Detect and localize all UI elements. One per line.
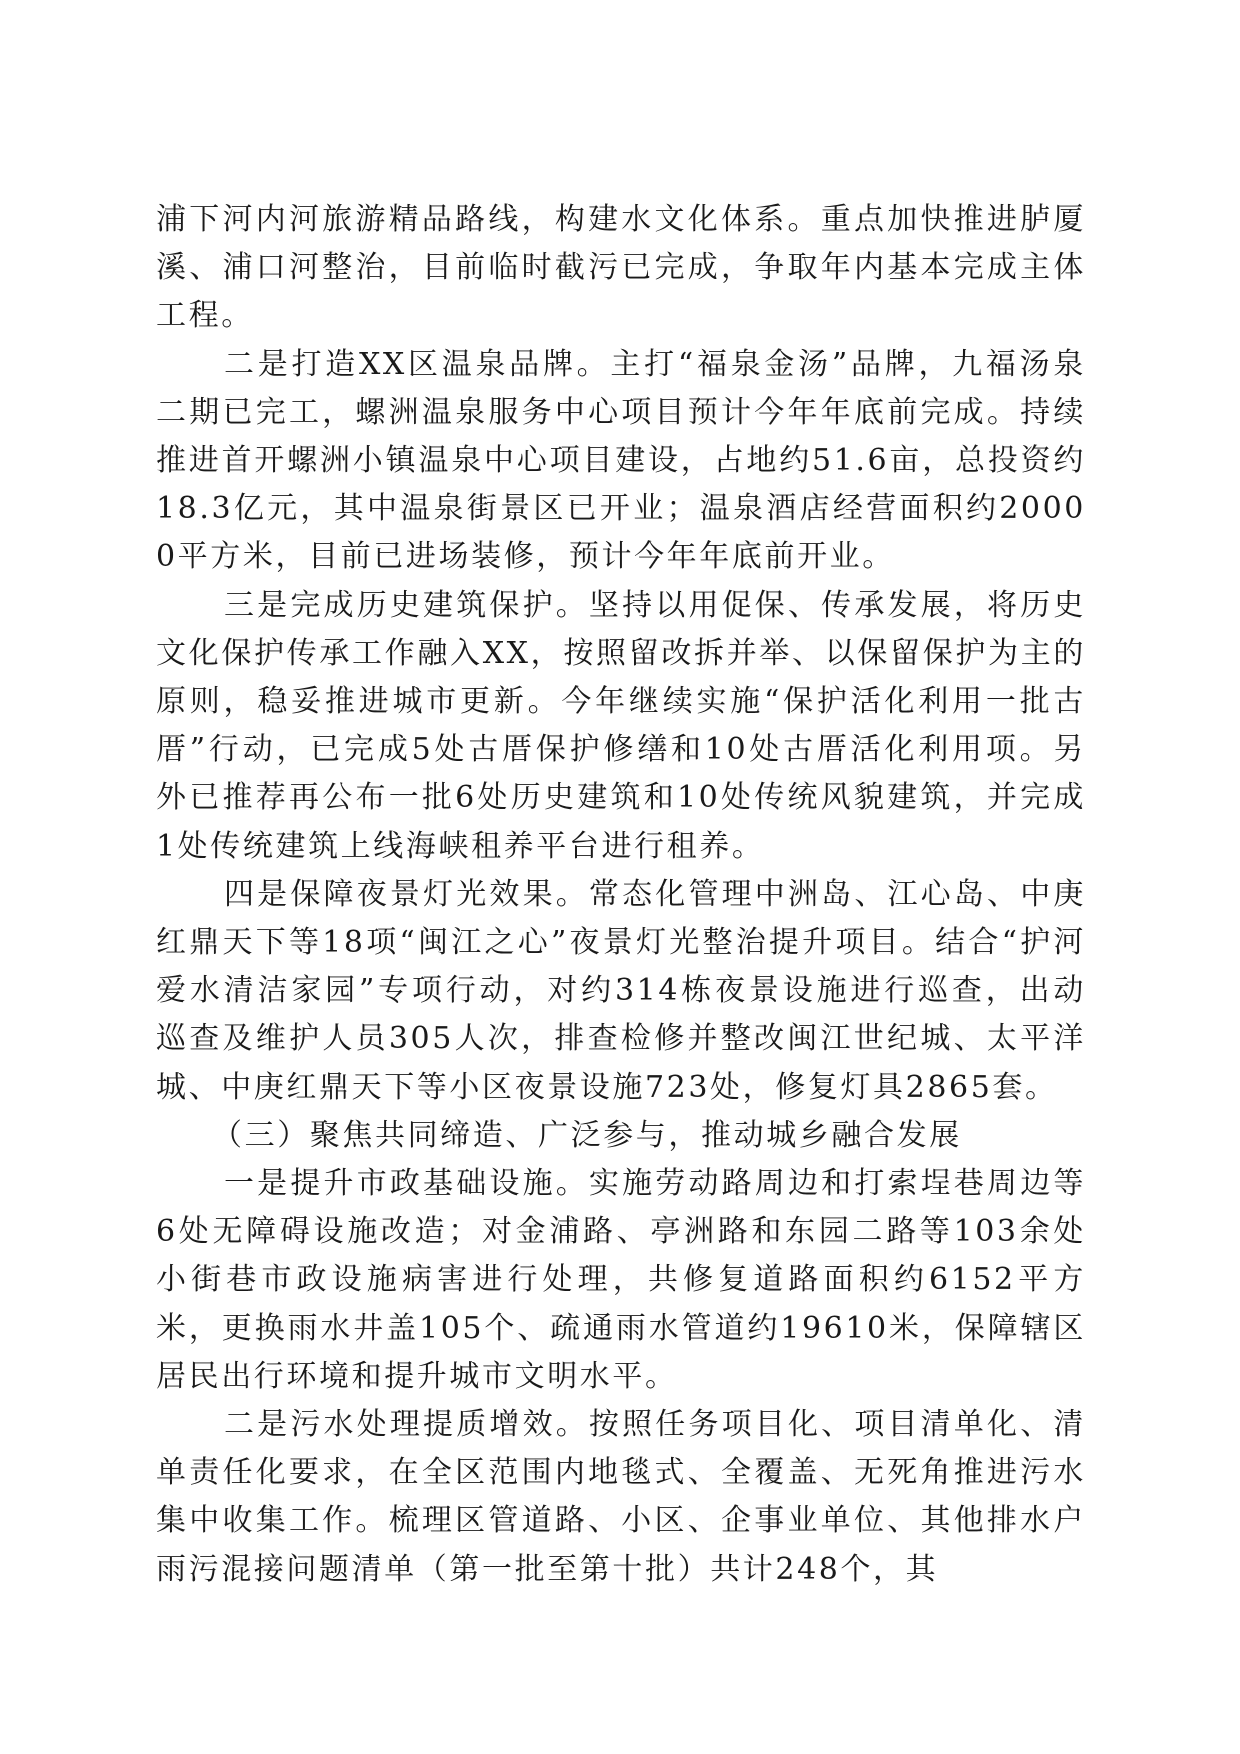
paragraph-night-lighting: 四是保障夜景灯光效果。常态化管理中洲岛、江心岛、中庚红鼎天下等18项“闽江之心”夜景灯光整治提升项目。结合“护河爱水清洁家园”专项行动，对约314栋夜景设施进行巡查，出动巡查及维护人员305人次，排查检修并整改闽江世纪城、太平洋城、中庚红鼎天下等小区夜景设施723处，修复灯具2865套。 xyxy=(156,876,1086,1105)
paragraph-sewage-treatment: 二是污水处理提质增效。按照任务项目化、项目清单化、清单责任化要求，在全区范围内地毯式、全覆盖、无死角推进污水集中收集工作。梳理区管道路、小区、企事业单位、其他排水户雨污混接问题清单（第一批至第十批）共计248个，其 xyxy=(156,1407,1086,1587)
paragraph-historic-buildings: 三是完成历史建筑保护。坚持以用促保、传承发展，将历史文化保护传承工作融入XX，按照留改拆并举、以保留保护为主的原则，稳妥推进城市更新。今年继续实施“保护活化利用一批古厝”行动，已完成5处古厝保护修缮和10处古厝活化利用项。另外已推荐再公布一批6处历史建筑和10处传统风貌建筑，并完成1处传统建筑上线海峡租养平台进行租养。 xyxy=(156,587,1086,864)
paragraph-hot-spring-brand: 二是打造XX区温泉品牌。主打“福泉金汤”品牌，九福汤泉二期已完工，螺洲温泉服务中心项目预计今年年底前完成。持续推进首开螺洲小镇温泉中心项目建设，占地约51.6亩，总投资约18.3亿元，其中温泉街景区已开业；温泉酒店经营面积约20000平方米，目前已进场装修，预计今年年底前开业。 xyxy=(156,346,1086,575)
paragraph-municipal-infrastructure: 一是提升市政基础设施。实施劳动路周边和打索埕巷周边等6处无障碍设施改造；对金浦路、亭洲路和东园二路等103余处小街巷市政设施病害进行处理，共修复道路面积约6152平方米，更换雨水井盖105个、疏通雨水管道约19610米，保障辖区居民出行环境和提升城市文明水平。 xyxy=(156,1166,1086,1394)
document-page xyxy=(156,196,1086,1594)
paragraph-continued: 浦下河内河旅游精品路线，构建水文化体系。重点加快推进胪厦溪、浦口河整治，目前临时截污已完成，争取年内基本完成主体工程。 xyxy=(156,202,1086,334)
section-heading-three: （三）聚焦共同缔造、广泛参与，推动城乡融合发展 xyxy=(212,1117,962,1153)
